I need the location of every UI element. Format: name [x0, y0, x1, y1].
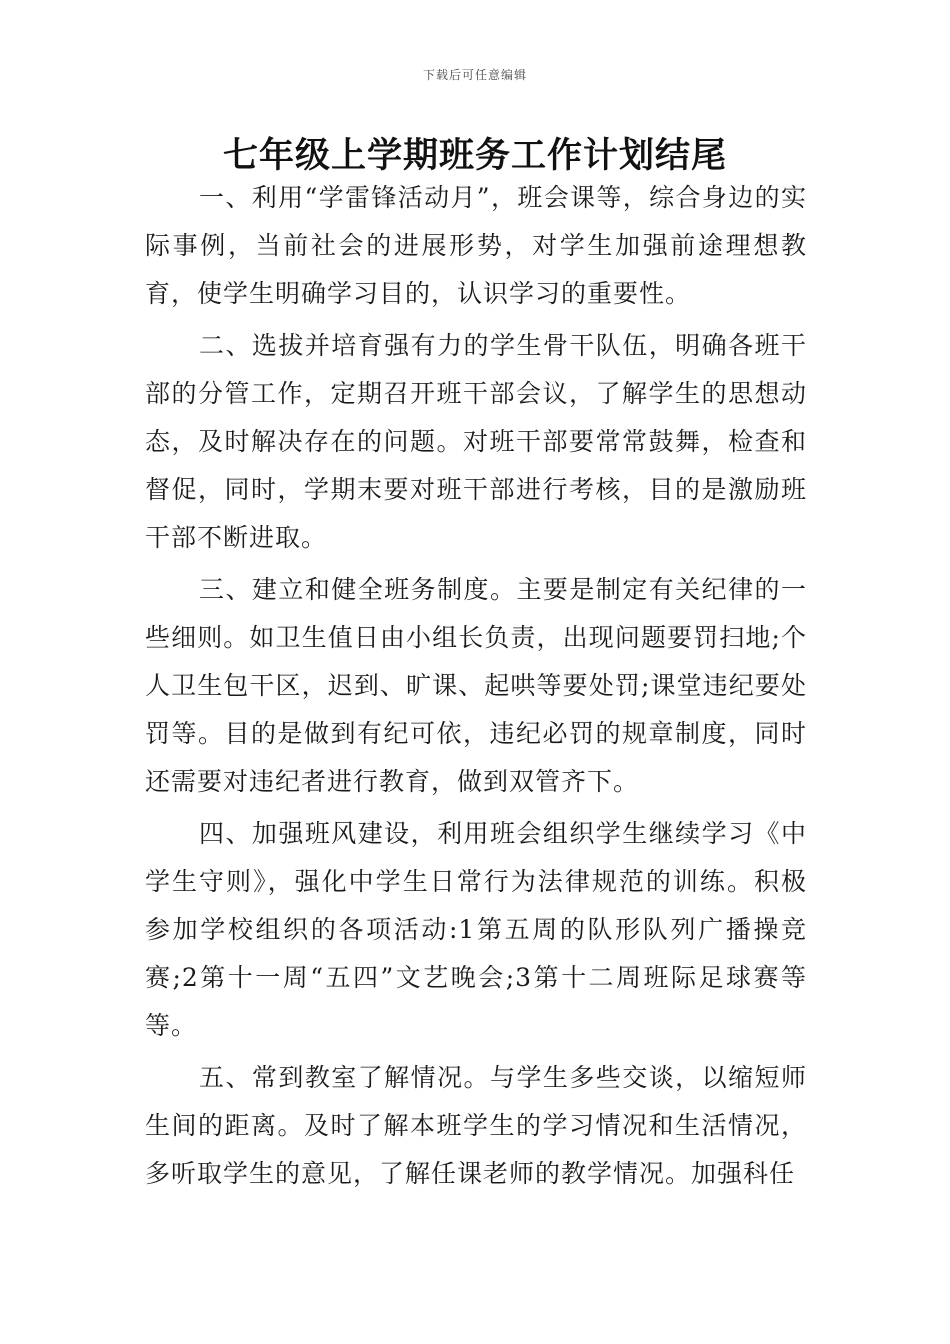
paragraph-4: 四、加强班风建设，利用班会组织学生继续学习《中学生守则》，强化中学生日常行为法律规范的训练。积极参加学校组织的各项活动:1第五周的队形队列广播操竞赛;2第十一周“五四”文艺晚会;3第十二周班际足球赛等等。: [145, 819, 807, 1040]
paragraph-3: 三、建立和健全班务制度。主要是制定有关纪律的一些细则。如卫生值日由小组长负责，出现问题要罚扫地;个人卫生包干区，迟到、旷课、起哄等要处罚;课堂违纪要处罚等。目的是做到有纪可依，违纪必罚的规章制度，同时还需要对违纪者进行教育，做到双管齐下。: [145, 575, 807, 796]
document-body: [145, 174, 807, 1202]
document-title: 七年级上学期班务工作计划结尾: [222, 135, 727, 176]
paragraph-2: 二、选拔并培育强有力的学生骨干队伍，明确各班干部的分管工作，定期召开班干部会议，了解学生的思想动态，及时解决存在的问题。对班干部要常常鼓舞，检查和督促，同时，学期末要对班干部进行考核，目的是激励班干部不断进取。: [145, 331, 807, 552]
paragraph-5: 五、常到教室了解情况。与学生多些交谈，以缩短师生间的距离。及时了解本班学生的学习情况和生活情况，多听取学生的意见，了解任课老师的教学情况。加强科任: [145, 1063, 807, 1188]
header-note: 下载后可任意编辑: [422, 68, 527, 82]
paragraph-1: 一、利用“学雷锋活动月”，班会课等，综合身边的实际事例，当前社会的进展形势，对学生加强前途理想教育，使学生明确学习目的，认识学习的重要性。: [145, 183, 807, 308]
